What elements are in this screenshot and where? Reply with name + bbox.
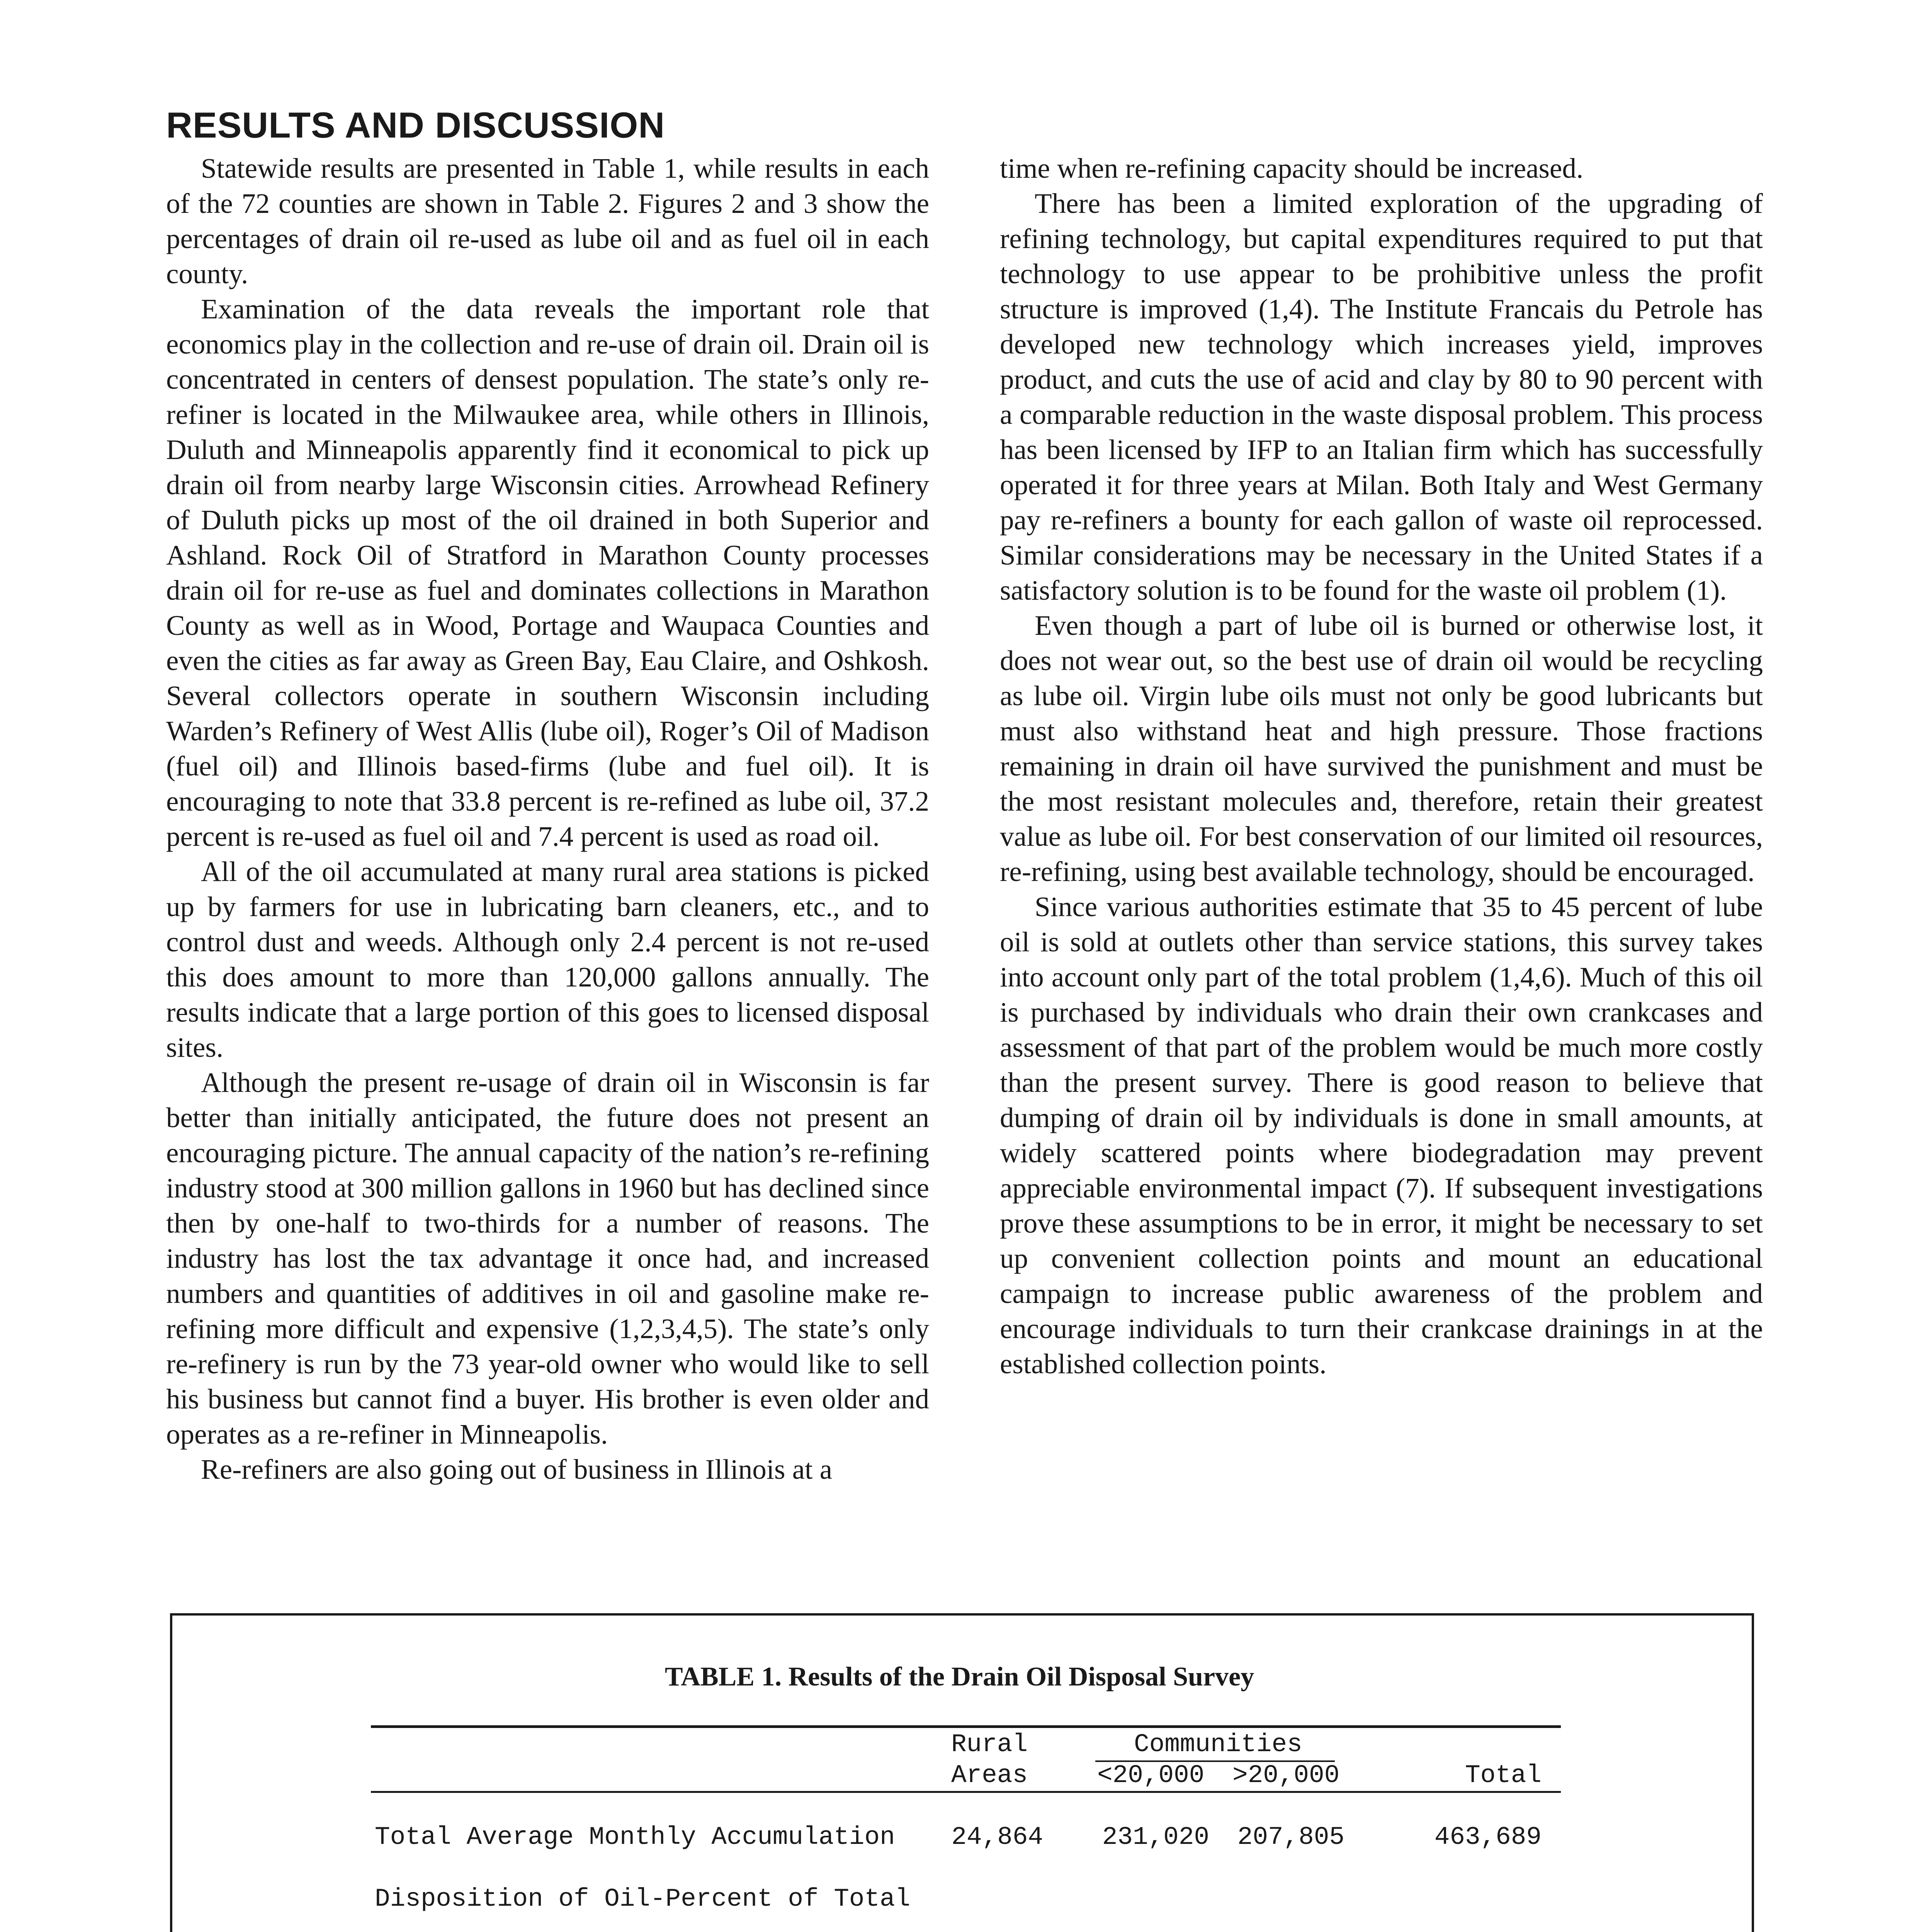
left-column — [166, 151, 929, 1487]
table-top-rule — [371, 1725, 1561, 1728]
header-rural-2: Areas — [951, 1761, 1028, 1790]
paragraph: Since various authorities estimate that 35 to 45 percent of lube oil is sold at outlets other than service stations, this survey takes into account only part of the total problem (1,4,6). Much of this oil is purchased by individuals who drain their own crankcases and assessment of that part of the problem would be much more costly than the present survey. There is good reason to believe that dumping of drain oil by individuals is done in small amounts, at widely scattered points where biodegradation may prevent appreciable environmental impact (7). If subsequent investigations prove these assumptions to be in error, it might be necessary to set up convenient collection points and mount an educational campaign to increase public awareness of the problem and encourage individuals to turn their crankcase drainings in at the established collection points. — [1000, 891, 1763, 1379]
paragraph: Re-refiners are also going out of business in Illinois at a — [201, 1454, 833, 1485]
cell-total: 463,689 — [1434, 1823, 1542, 1852]
paragraph: Even though a part of lube oil is burned or otherwise lost, it does not wear out, so the best use of drain oil would be recycling as lube oil. Virgin lube oils must not only be good lubricants but must also withstand heat and high pressure. Those fractions remaining in drain oil have survived the punishment and must be the most resistant molecules and, therefore, retain their greatest value as lube oil. For best conservation of our limited oil resources, re-refining, using best available technology, should be encouraged. — [1000, 610, 1763, 887]
header-small: <20,000 — [1097, 1761, 1205, 1790]
paragraph: Statewide results are presented in Table 1, while results in each of the 72 counties are shown in Table 2. Figures 2 and 3 show the percentages of drain oil re-used as lube oil and as fuel oil in each county. — [166, 153, 929, 289]
cell-rural: 24,864 — [951, 1823, 1043, 1852]
paragraph: There has been a limited exploration of the upgrading of refining technology, but capital expenditures required to put that technology to use appear to be prohibitive unless the profit structure is improved (1,4). The Institute Francais du Petrole has developed new technology which increases yield, improves product, and cuts the use of acid and clay by 80 to 90 percent with a comparable reduction in the waste disposal problem. This process has been licensed by IFP to an Italian firm which has successfully operated it for three years at Milan. Both Italy and West Germany pay re-refiners a bounty for each gallon of waste oil reprocessed. Similar considerations may be necessary in the United States if a satisfactory solution is to be found for the waste oil problem (1). — [1000, 188, 1763, 606]
disposition-label: Disposition of Oil-Percent of Total — [375, 1884, 911, 1913]
paragraph: time when re-refining capacity should be increased. — [1000, 153, 1584, 184]
cell-large: 207,805 — [1237, 1823, 1344, 1852]
row-label: Total Average Monthly Accumulation — [375, 1823, 895, 1852]
section-heading: RESULTS AND DISCUSSION — [166, 105, 665, 145]
header-rural-1: Rural — [951, 1730, 1028, 1759]
header-large: >20,000 — [1232, 1761, 1340, 1790]
paragraph: All of the oil accumulated at many rural area stations is picked up by farmers for use in lubricating barn cleaners, etc., and to control dust and weeds. Although only 2.4 percent is not re-used this does amount to more than 120,000 gallons annually. The results indicate that a large portion of this goes to licensed disposal sites. — [166, 856, 929, 1063]
paragraph: Although the present re-usage of drain oil in Wisconsin is far better than initially anticipated, the future does not present an encouraging picture. The annual capacity of the nation’s re-refining industry stood at 300 million gallons in 1960 but has declined since then by one-half to two-thirds for a number of reasons. The industry has lost the tax advantage it once had, and increased numbers and quantities of additives in oil and gasoline make re-refining more difficult and expensive (1,2,3,4,5). The state’s only re-refinery is run by the 73 year-old owner who would like to sell his business but cannot find a buyer. His brother is even older and operates as a re-refiner in Minneapolis. — [166, 1067, 929, 1450]
header-communities: Communities — [1134, 1730, 1302, 1759]
header-total: Total — [1465, 1761, 1542, 1790]
right-column — [1000, 151, 1763, 1381]
cell-small: 231,020 — [1102, 1823, 1209, 1852]
header-rule — [371, 1791, 1561, 1793]
table-title: TABLE 1. Results of the Drain Oil Disposal Survey — [665, 1662, 1254, 1692]
paragraph: Examination of the data reveals the important role that economics play in the collection and re-use of drain oil. Drain oil is concentrated in centers of densest population. The state’s only re-refiner is located in the Milwaukee area, while others in Illinois, Duluth and Minneapolis apparently find it economical to pick up drain oil from nearby large Wisconsin cities. Arrowhead Refinery of Duluth picks up most of the oil drained in both Superior and Ashland. Rock Oil of Stratford in Marathon County processes drain oil for re-use as fuel and dominates collections in Marathon County as well as in Wood, Portage and Waupaca Counties and even the cities as far away as Green Bay, Eau Claire, and Oshkosh. Several collectors operate in southern Wisconsin including Warden’s Refinery of West Allis (lube oil), Roger’s Oil of Madison (fuel oil) and Illinois based-firms (lube and fuel oil). It is encouraging to note that 33.8 percent is re-refined as lube oil, 37.2 percent is re-used as fuel oil and 7.4 percent is used as road oil. — [166, 293, 929, 852]
